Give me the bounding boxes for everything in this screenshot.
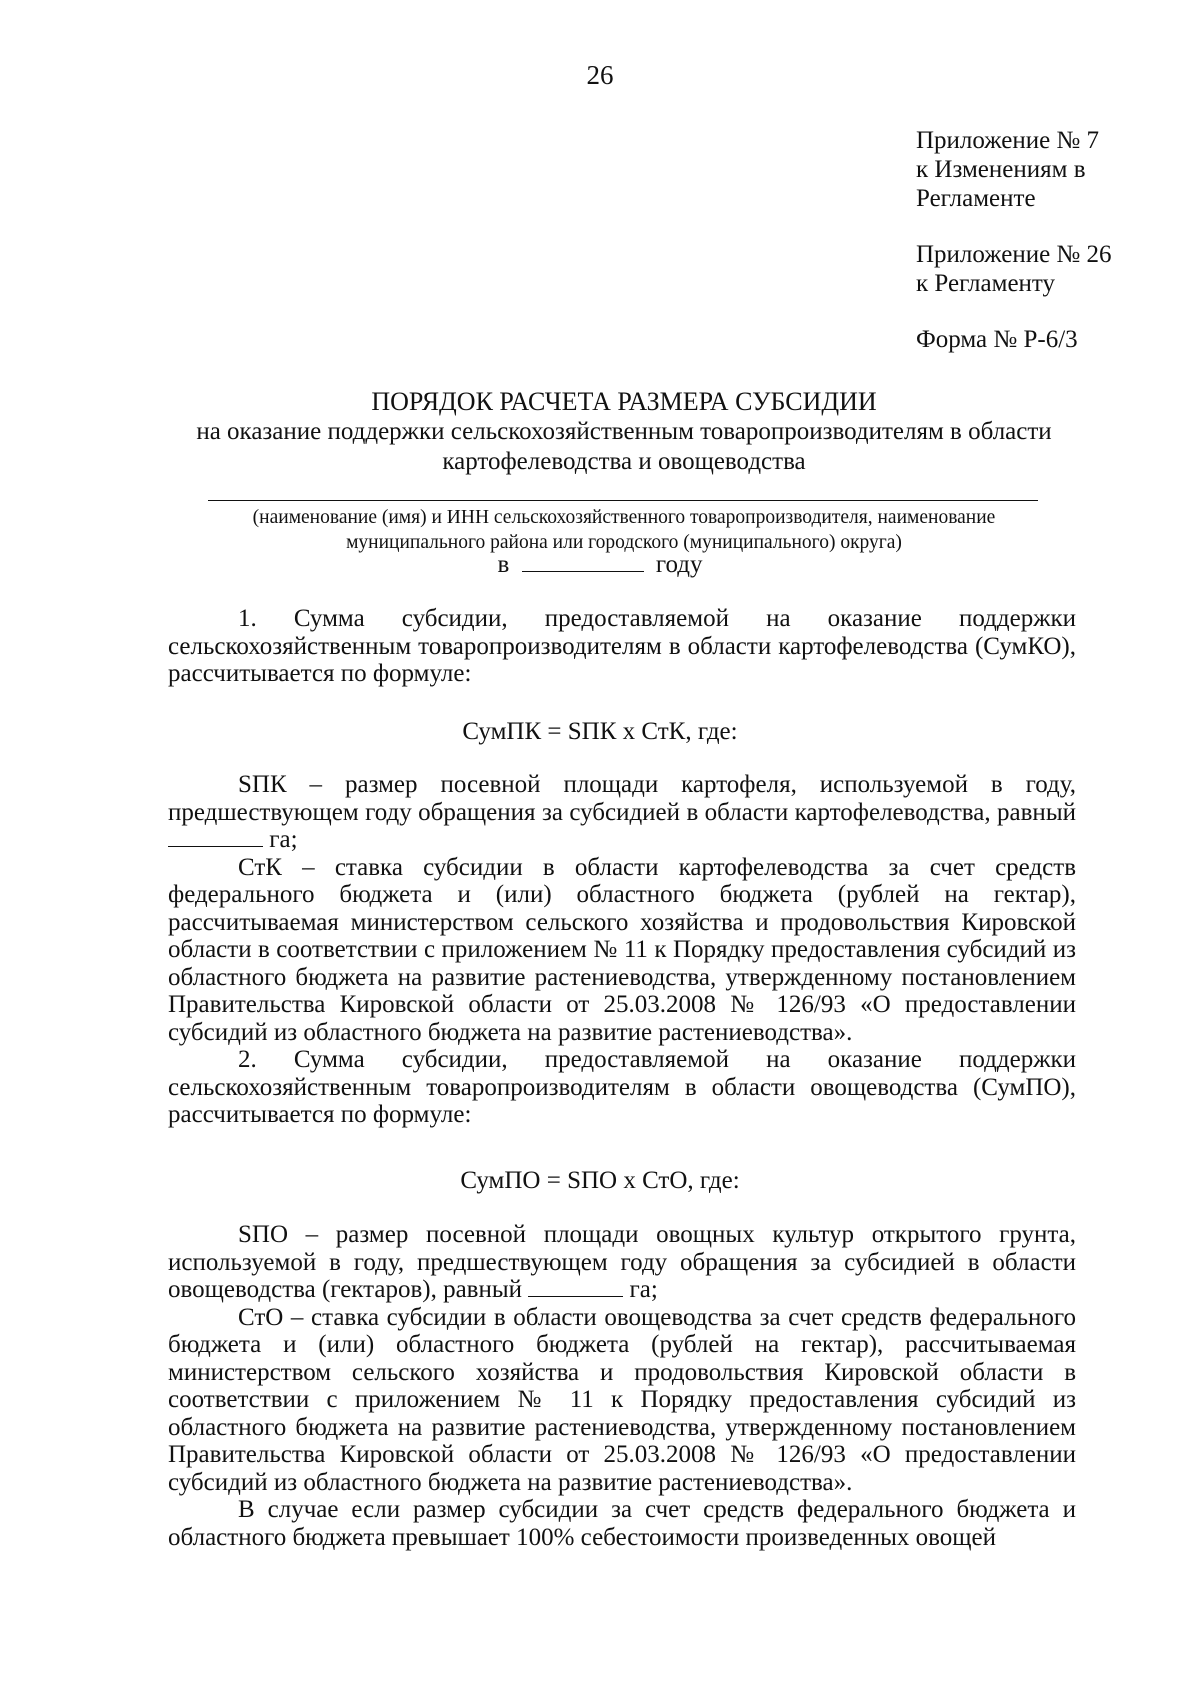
appendix-reglament-block [916,240,1112,298]
definition-spk-text: SПК – размер посевной площади картофеля, используемой в году, предшествующем году обращения за субсидией в области картофелеводства, равный [168,771,1076,826]
appendix-changes-line: Регламенте [916,185,1036,212]
year-blank [522,553,644,572]
paragraph-1: 1. Сумма субсидии, предоставляемой на оказание поддержки сельскохозяйственным товаропроизводителям в области картофелеводства (СумКО), рассчитывается по формуле: [168,605,1076,687]
paragraph-last: В случае если размер субсидии за счет средств федерального бюджета и областного бюджета превышает 100% себестоимости произведенных овощей [168,1496,1076,1551]
definition-stk: СтК – ставка субсидии в области картофелеводства за счет средств федерального бюджета и (или) областного бюджета (рублей на гектар), рассчитываемая министерством сельского хозяйства и продовольствия Кировской области в соответствии с приложением № 11 к Порядку предоставления субсидий из областного бюджета на развитие растениеводства, утвержденному постановлением Правительства Кировской области от 25.03.2008 № 126/93 «О предоставлении субсидий из областного бюджета на развитие растениеводства». [168,853,1076,1046]
year-line [0,551,1200,579]
definition-spo-text: SПО – размер посевной площади овощных культур открытого грунта, используемой в году, предшествующем году обращения за субсидией в области овощеводства (гектаров), равный [168,1221,1076,1303]
year-prefix: в [497,551,510,578]
section-1 [168,605,1076,688]
section-2-definitions [168,1221,1076,1551]
document-subtitle: на оказание поддержки сельскохозяйственным товаропроизводителям в области [196,418,1052,445]
appendix-changes-line: Приложение № 7 [916,127,1100,154]
name-caption [160,505,1088,555]
formula-potato: СумПК = SПК x СтК, где: [462,718,738,745]
definition-spo [168,1221,1076,1304]
year-suffix: году [655,551,703,578]
page-number: 26 [586,60,614,90]
paragraph-2: 2. Сумма субсидии, предоставляемой на оказание поддержки сельскохозяйственным товаропроизводителям в области овощеводства (СумПО), рассчитывается по формуле: [168,1046,1076,1128]
definition-spk [168,771,1076,854]
appendix-reglament-line: к Регламенту [916,270,1056,297]
form-number: Форма № Р-6/3 [916,326,1078,353]
unit-ga: га; [629,1276,658,1303]
unit-ga: га; [269,826,298,853]
name-fill-line [208,500,1038,501]
caption-line: (наименование (имя) и ИНН сельскохозяйственного товаропроизводителя, наименование [252,507,996,528]
spo-blank [528,1278,623,1297]
appendix-changes-block [916,126,1099,213]
section-1-definitions [168,771,1076,1129]
definition-sto: СтО – ставка субсидии в области овощеводства за счет средств федерального бюджета и (или) областного бюджета (рублей на гектар), рассчитываемая министерством сельского хозяйства и продовольствия Кировской области в соответствии с приложением № 11 к Порядку предоставления субсидий из областного бюджета на развитие растениеводства, утвержденному постановлением Правительства Кировской области от 25.03.2008 № 126/93 «О предоставлении субсидий из областного бюджета на развитие растениеводства». [168,1303,1076,1496]
spk-blank [168,828,263,847]
document-heading [160,387,1088,477]
document-subtitle: картофелеводства и овощеводства [442,448,806,475]
document-title: ПОРЯДОК РАСЧЕТА РАЗМЕРА СУБСИДИИ [371,387,877,416]
appendix-changes-line: к Изменениям в [916,156,1086,183]
caption-line: муниципального района или городского (муниципального) округа) [346,532,902,553]
appendix-reglament-line: Приложение № 26 [916,241,1112,268]
formula-vegetable: СумПО = SПО x СтО, где: [460,1167,740,1194]
